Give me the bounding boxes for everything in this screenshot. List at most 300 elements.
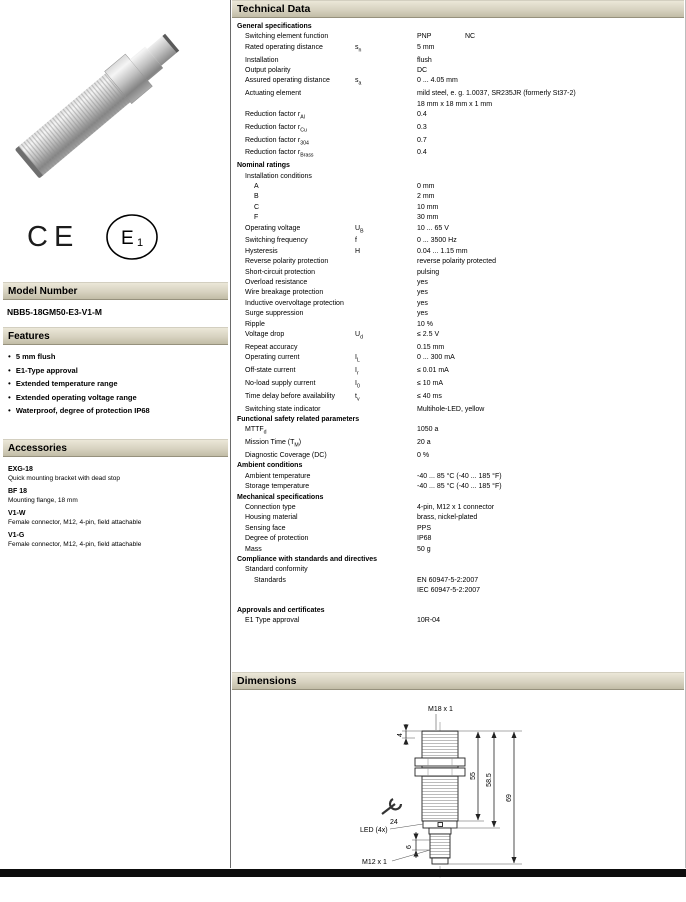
- spec-row: [237, 136, 680, 149]
- accessory-description: Mounting flange, 18 mm: [8, 496, 78, 504]
- bullet-icon: •: [8, 379, 11, 388]
- spec-value-line: [417, 278, 680, 288]
- spec-symbol: $I_0$: [355, 379, 360, 390]
- spec-row: [237, 616, 680, 626]
- technical-data-table: [232, 18, 684, 626]
- spec-value-text: 10 %: [417, 320, 433, 328]
- spec-symbol: $U_d$: [355, 331, 363, 341]
- spec-value: [417, 32, 680, 42]
- label-dim-58-5: 58.5: [486, 773, 493, 788]
- spec-value-text: 0.4: [417, 111, 427, 119]
- spec-row: [237, 482, 680, 492]
- spec-label: Assured operating distance: [245, 77, 330, 85]
- spec-value-text: PPS: [417, 524, 432, 532]
- sensor-outline: [415, 731, 465, 864]
- spec-value: [417, 616, 680, 626]
- label-thread-top: M18 x 1: [428, 706, 453, 714]
- spec-value-text: 4-pin, M12 x 1 connector: [417, 503, 495, 511]
- spec-value-text: ≤ 0.01 mA: [417, 367, 449, 375]
- spec-value: [417, 56, 680, 66]
- spec-row: [237, 268, 680, 278]
- spec-label: Mass: [245, 545, 262, 553]
- spec-value-line: [417, 576, 680, 586]
- spec-value: [417, 136, 680, 146]
- spec-value-text: 0 %: [417, 451, 430, 459]
- label-led: LED (4x): [360, 827, 388, 835]
- spec-value-text: 30 mm: [417, 214, 439, 222]
- spec-row: [237, 472, 680, 482]
- spec-label: Time delay before availability: [245, 392, 336, 400]
- spec-label: No-load supply current: [245, 379, 316, 387]
- technical-data-header: Technical Data: [232, 0, 684, 18]
- spec-value-text: ≤ 2.5 V: [417, 331, 440, 339]
- wrench-icon: [382, 799, 401, 814]
- spec-row: [237, 425, 680, 438]
- accessory-item: [8, 466, 224, 482]
- accessory-name: V1-W: [8, 509, 26, 517]
- accessory-description: Female connector, M12, 4-pin, field attachable: [8, 518, 142, 526]
- spec-label: Rated operating distance: [245, 43, 323, 51]
- accessory-name: V1-G: [8, 531, 25, 539]
- spec-value: [417, 192, 680, 202]
- spec-value-text: mild steel, e. g. 1.0037, SR235JR (formerly St37-2): [417, 90, 576, 98]
- spec-value-line: [417, 343, 680, 353]
- accessory-item: [8, 488, 224, 504]
- spec-value-line: [417, 586, 680, 596]
- spec-value: [417, 66, 680, 76]
- spec-value-text: 50 g: [417, 545, 431, 553]
- spec-value: [417, 213, 680, 223]
- spec-value-text: IEC 60947-5-2:2007: [417, 587, 481, 595]
- feature-label: Waterproof, degree of protection IP68: [15, 406, 150, 415]
- spec-value-text: 5 mm: [417, 43, 435, 51]
- spec-value-line: [417, 330, 680, 340]
- spec-value-line: [417, 123, 680, 133]
- spec-value: [417, 343, 680, 353]
- spec-value-line: [417, 503, 680, 513]
- spec-value: [417, 472, 680, 482]
- spec-value-text: DC: [417, 67, 428, 75]
- spec-value: [417, 236, 680, 246]
- spec-value-text: yes: [417, 289, 428, 297]
- spec-value-line: [417, 56, 680, 66]
- spec-value-line: [417, 268, 680, 278]
- spec-value: [417, 224, 680, 234]
- feature-item: [8, 353, 224, 361]
- spec-row: [237, 392, 680, 405]
- spec-label: Installation conditions: [245, 172, 312, 180]
- spec-label: Reverse polarity protection: [245, 258, 329, 266]
- feature-label: Extended operating voltage range: [15, 392, 137, 402]
- spec-value-text: yes: [417, 310, 428, 318]
- spec-row: [237, 309, 680, 319]
- spec-value: [417, 320, 680, 330]
- spec-value-line: [417, 405, 680, 415]
- feature-item: [8, 380, 224, 388]
- spec-row: [237, 247, 680, 257]
- spec-value-line: [417, 451, 680, 461]
- spec-value-text: 0.04 ... 1.15 mm: [417, 247, 468, 255]
- e1-approval-icon: [105, 212, 159, 262]
- spec-label: A: [254, 183, 259, 191]
- spec-symbol: $t_v$: [355, 392, 360, 403]
- column-divider: [230, 0, 231, 868]
- spec-value-line: [417, 534, 680, 544]
- spec-value: [417, 278, 680, 288]
- spec-value: [417, 576, 680, 597]
- spec-row: [237, 32, 680, 42]
- spec-value: [417, 503, 680, 513]
- spec-value-text: IP68: [417, 535, 432, 543]
- spec-label: Standard conformity: [245, 566, 308, 574]
- spec-section-header: Compliance with standards and directives: [237, 555, 378, 563]
- label-dim-6: 6: [406, 845, 413, 850]
- spec-value: [417, 182, 680, 192]
- spec-row: [237, 236, 680, 246]
- bullet-icon: •: [8, 352, 11, 361]
- spec-value: [417, 89, 680, 110]
- spec-label: Installation: [245, 56, 279, 64]
- spec-value: [417, 379, 680, 389]
- bullet-icon: •: [8, 365, 11, 375]
- spec-value-text: pulsing: [417, 268, 440, 276]
- spec-value-text: 10 ... 65 V: [417, 224, 449, 232]
- spec-value-line: [417, 76, 680, 86]
- label-wrench-24: 24: [390, 819, 398, 827]
- spec-value-text: 0 ... 4.05 mm: [417, 77, 458, 85]
- spec-label: Housing material: [245, 514, 298, 522]
- spec-value-line: [417, 545, 680, 555]
- spec-row: [237, 503, 680, 513]
- spec-row: [237, 192, 680, 202]
- spec-label: Storage temperature: [245, 483, 310, 491]
- spec-row: [237, 123, 680, 136]
- spec-value-line: [417, 472, 680, 482]
- spec-label: Overload resistance: [245, 279, 308, 287]
- spec-value-line: [417, 309, 680, 319]
- spec-row: [237, 182, 680, 192]
- accessory-description: Female connector, M12, 4-pin, field attachable: [8, 540, 142, 548]
- spec-label: Connection type: [245, 503, 296, 511]
- spec-row: [237, 43, 680, 56]
- spec-value-line: [417, 110, 680, 120]
- spec-row: [237, 565, 680, 575]
- spec-value: [417, 247, 680, 257]
- spec-value-line: [417, 247, 680, 257]
- spec-value: [417, 148, 680, 158]
- spec-row: [237, 278, 680, 288]
- spec-value: [417, 309, 680, 319]
- spec-row: [237, 76, 680, 89]
- spec-value: [417, 257, 680, 267]
- spec-value-text: 0.15 mm: [417, 343, 445, 351]
- spec-row: [237, 203, 680, 213]
- spec-row: [237, 299, 680, 309]
- spec-value-text: 0 mm: [417, 183, 435, 191]
- spec-row: [237, 534, 680, 544]
- spec-row: [237, 353, 680, 366]
- spec-value-text: -40 ... 85 °C (-40 ... 185 °F): [417, 472, 502, 480]
- spec-value: [417, 203, 680, 213]
- spec-value-text: 0.3: [417, 123, 427, 131]
- spec-value-text: 18 mm x 18 mm x 1 mm: [417, 100, 493, 108]
- dimensions-header: Dimensions: [232, 672, 684, 690]
- spec-value-text: flush: [417, 56, 432, 64]
- spec-value-text: PNP: [417, 33, 432, 41]
- spec-label: $MTTF_d$: [245, 426, 267, 436]
- spec-value-text: Multihole-LED, yellow: [417, 405, 485, 413]
- ce-mark-icon: CE: [27, 221, 80, 253]
- spec-value-line: [417, 66, 680, 76]
- spec-row: [237, 172, 680, 182]
- spec-value: [417, 482, 680, 492]
- spec-row: [237, 330, 680, 343]
- spec-value-line: [417, 136, 680, 146]
- spec-value-line: [417, 148, 680, 158]
- spec-symbol: $I_L$: [355, 354, 360, 364]
- spec-value-line: [417, 366, 680, 376]
- spec-value-text: yes: [417, 279, 428, 287]
- spec-value-line: [417, 513, 680, 523]
- features-list: [3, 345, 228, 425]
- model-number-value: NBB5-18GM50-E3-V1-M: [7, 307, 102, 317]
- bullet-icon: •: [8, 392, 11, 402]
- spec-value: [417, 513, 680, 523]
- spec-label: Repeat accuracy: [245, 343, 298, 351]
- spec-row: [237, 405, 680, 415]
- spec-value-line: [417, 32, 680, 42]
- spec-symbol: $s_n$: [355, 43, 362, 54]
- spec-row: [237, 148, 680, 161]
- feature-label: 5 mm flush: [15, 352, 56, 361]
- spec-value-text: 0 ... 3500 Hz: [417, 237, 457, 245]
- spec-row: [237, 224, 680, 237]
- spec-value-line: [417, 320, 680, 330]
- spec-value-text: NC: [465, 33, 476, 41]
- spec-label: Switching state indicator: [245, 405, 321, 413]
- spec-label: Mission Time $(T_M)$: [245, 439, 302, 449]
- e1-letter: E: [121, 228, 134, 249]
- spec-value: [417, 366, 680, 376]
- spec-symbol: f: [355, 237, 357, 245]
- spec-value-line: [417, 353, 680, 363]
- spec-row: [237, 56, 680, 66]
- spec-label: Hysteresis: [245, 247, 278, 255]
- spec-label: Operating voltage: [245, 224, 301, 232]
- spec-symbol: $I_r$: [355, 367, 359, 377]
- spec-row: [237, 89, 680, 110]
- spec-value-line: [417, 482, 680, 492]
- spec-section-header: Nominal ratings: [237, 162, 290, 170]
- label-dim-69: 69: [506, 794, 513, 803]
- extension-lines: [402, 731, 522, 864]
- certification-marks: [3, 210, 228, 264]
- sensor-image: [3, 8, 219, 194]
- spec-row: [237, 545, 680, 555]
- spec-value-text: 20 a: [417, 439, 431, 447]
- spec-label: Voltage drop: [245, 331, 285, 339]
- features-header: Features: [3, 327, 228, 345]
- spec-label: Output polarity: [245, 67, 291, 75]
- spec-value: [417, 110, 680, 120]
- spec-value-text: EN 60947-5-2:2007: [417, 576, 479, 584]
- spec-label: Inductive overvoltage protection: [245, 299, 344, 307]
- bullet-icon: •: [8, 406, 11, 415]
- spec-value: [417, 451, 680, 461]
- label-dim-4: 4: [397, 733, 404, 738]
- spec-value-line: [417, 379, 680, 389]
- spec-label: Switching element function: [245, 33, 329, 41]
- spec-row: [237, 213, 680, 223]
- spec-value-line: [417, 616, 680, 626]
- spec-label: Reduction factor $r_{Brass}$: [245, 149, 314, 159]
- spec-label: Reduction factor $r_{Cu}$: [245, 123, 307, 134]
- label-dim-55: 55: [470, 772, 477, 781]
- spec-section-header: Functional safety related parameters: [237, 415, 360, 423]
- spec-value-line: [417, 425, 680, 435]
- spec-value-text: 2 mm: [417, 193, 435, 201]
- spec-row: [237, 576, 680, 597]
- spec-value: [417, 405, 680, 415]
- spec-symbol: H: [355, 247, 361, 255]
- spec-value-line: [417, 89, 680, 99]
- spec-value-line: [417, 392, 680, 402]
- spec-value-line: [417, 438, 680, 448]
- spec-row: [237, 451, 680, 461]
- spec-value-text: reverse polarity protected: [417, 258, 496, 266]
- spec-label: Degree of protection: [245, 535, 309, 543]
- spec-value-line: [417, 100, 680, 110]
- feature-label: Extended temperature range: [15, 379, 118, 388]
- spec-row: [237, 288, 680, 298]
- spec-section-header: Approvals and certificates: [237, 606, 325, 614]
- spec-section-header: Mechanical specifications: [237, 493, 324, 501]
- spec-row: [237, 257, 680, 267]
- spec-value: [417, 392, 680, 402]
- footer-bar: [0, 869, 686, 877]
- spec-label: Standards: [254, 576, 286, 584]
- spec-label: Diagnostic Coverage (DC): [245, 451, 327, 459]
- spec-section-header: Ambient conditions: [237, 462, 303, 470]
- spec-value: [417, 438, 680, 448]
- spec-label: E1 Type approval: [245, 617, 300, 624]
- spec-value: [417, 268, 680, 278]
- accessory-item: [8, 532, 224, 548]
- spec-section-header: General specifications: [237, 23, 312, 30]
- spec-label: Ripple: [245, 320, 265, 328]
- spec-value: [417, 353, 680, 363]
- spec-row: [237, 366, 680, 379]
- spec-value: [417, 425, 680, 435]
- spec-label: Sensing face: [245, 524, 286, 532]
- feature-item: [8, 394, 224, 402]
- spec-label: Short-circuit protection: [245, 268, 316, 276]
- spec-row: [237, 513, 680, 523]
- spec-value-text: 0 ... 300 mA: [417, 354, 455, 362]
- spec-value-text: 1050 a: [417, 426, 439, 434]
- spec-value: [417, 43, 680, 53]
- spec-value-text: 0.7: [417, 136, 427, 144]
- spec-label: Switching frequency: [245, 237, 308, 245]
- spec-value: [417, 545, 680, 555]
- spec-symbol: $U_B$: [355, 224, 364, 235]
- spec-value: [417, 524, 680, 534]
- spec-value-line: [417, 43, 680, 53]
- spec-label: F: [254, 214, 259, 222]
- spec-value-line: [417, 524, 680, 534]
- spec-row: [237, 66, 680, 76]
- spec-value-line: [417, 213, 680, 223]
- spec-value: [417, 299, 680, 309]
- spec-row: [237, 110, 680, 123]
- spec-value: [417, 534, 680, 544]
- spec-label: Reduction factor $r_{304}$: [245, 136, 309, 147]
- spec-row: [237, 438, 680, 451]
- spec-label: Off-state current: [245, 367, 296, 375]
- spec-label: Reduction factor $r_{Al}$: [245, 111, 305, 121]
- spec-value-line: [417, 203, 680, 213]
- spec-value: [417, 76, 680, 86]
- accessory-name: BF 18: [8, 487, 28, 495]
- right-column: [232, 0, 684, 902]
- spec-label: C: [254, 203, 260, 211]
- spec-value-line: [417, 288, 680, 298]
- model-number-header: Model Number: [3, 282, 228, 300]
- spec-value-text: 10R-04: [417, 617, 440, 624]
- spec-value-text: ≤ 10 mA: [417, 379, 444, 387]
- spec-value-text: 0.4: [417, 149, 427, 157]
- accessories-list: [3, 457, 228, 548]
- spec-value-line: [417, 236, 680, 246]
- spec-label: Actuating element: [245, 90, 302, 98]
- e1-number: 1: [137, 237, 144, 249]
- spec-label: Surge suppression: [245, 310, 304, 318]
- spec-row: [237, 379, 680, 392]
- spec-value-text: -40 ... 85 °C (-40 ... 185 °F): [417, 483, 502, 491]
- accessory-description: Quick mounting bracket with dead stop: [8, 474, 121, 482]
- spec-value-text: brass, nickel-plated: [417, 514, 478, 522]
- spec-value-line: [417, 192, 680, 202]
- accessory-item: [8, 510, 224, 526]
- spec-row: [237, 320, 680, 330]
- spec-label: B: [254, 193, 259, 201]
- product-photo: [3, 8, 228, 196]
- spec-symbol: $s_a$: [355, 77, 362, 87]
- spec-value: [417, 288, 680, 298]
- spec-row: [237, 524, 680, 534]
- left-column: [0, 0, 230, 880]
- spec-row: [237, 343, 680, 353]
- spec-value-line: [417, 224, 680, 234]
- accessories-header: Accessories: [3, 439, 228, 457]
- feature-item: [8, 407, 224, 415]
- accessory-name: EXG-18: [8, 465, 33, 473]
- spec-value: [417, 330, 680, 340]
- spec-label: Ambient temperature: [245, 472, 311, 480]
- spec-value-line: [417, 182, 680, 192]
- label-thread-bottom: M12 x 1: [362, 859, 387, 867]
- spec-value-text: ≤ 40 ms: [417, 392, 442, 400]
- feature-item: [8, 367, 224, 375]
- spec-value-text: 10 mm: [417, 203, 439, 211]
- spec-value-line: [417, 299, 680, 309]
- feature-label: E1-Type approval: [15, 365, 78, 375]
- spec-label: Operating current: [245, 354, 300, 362]
- spec-value-line: [417, 257, 680, 267]
- spec-value-text: yes: [417, 299, 428, 307]
- spec-label: Wire breakage protection: [245, 289, 324, 297]
- spec-value: [417, 123, 680, 133]
